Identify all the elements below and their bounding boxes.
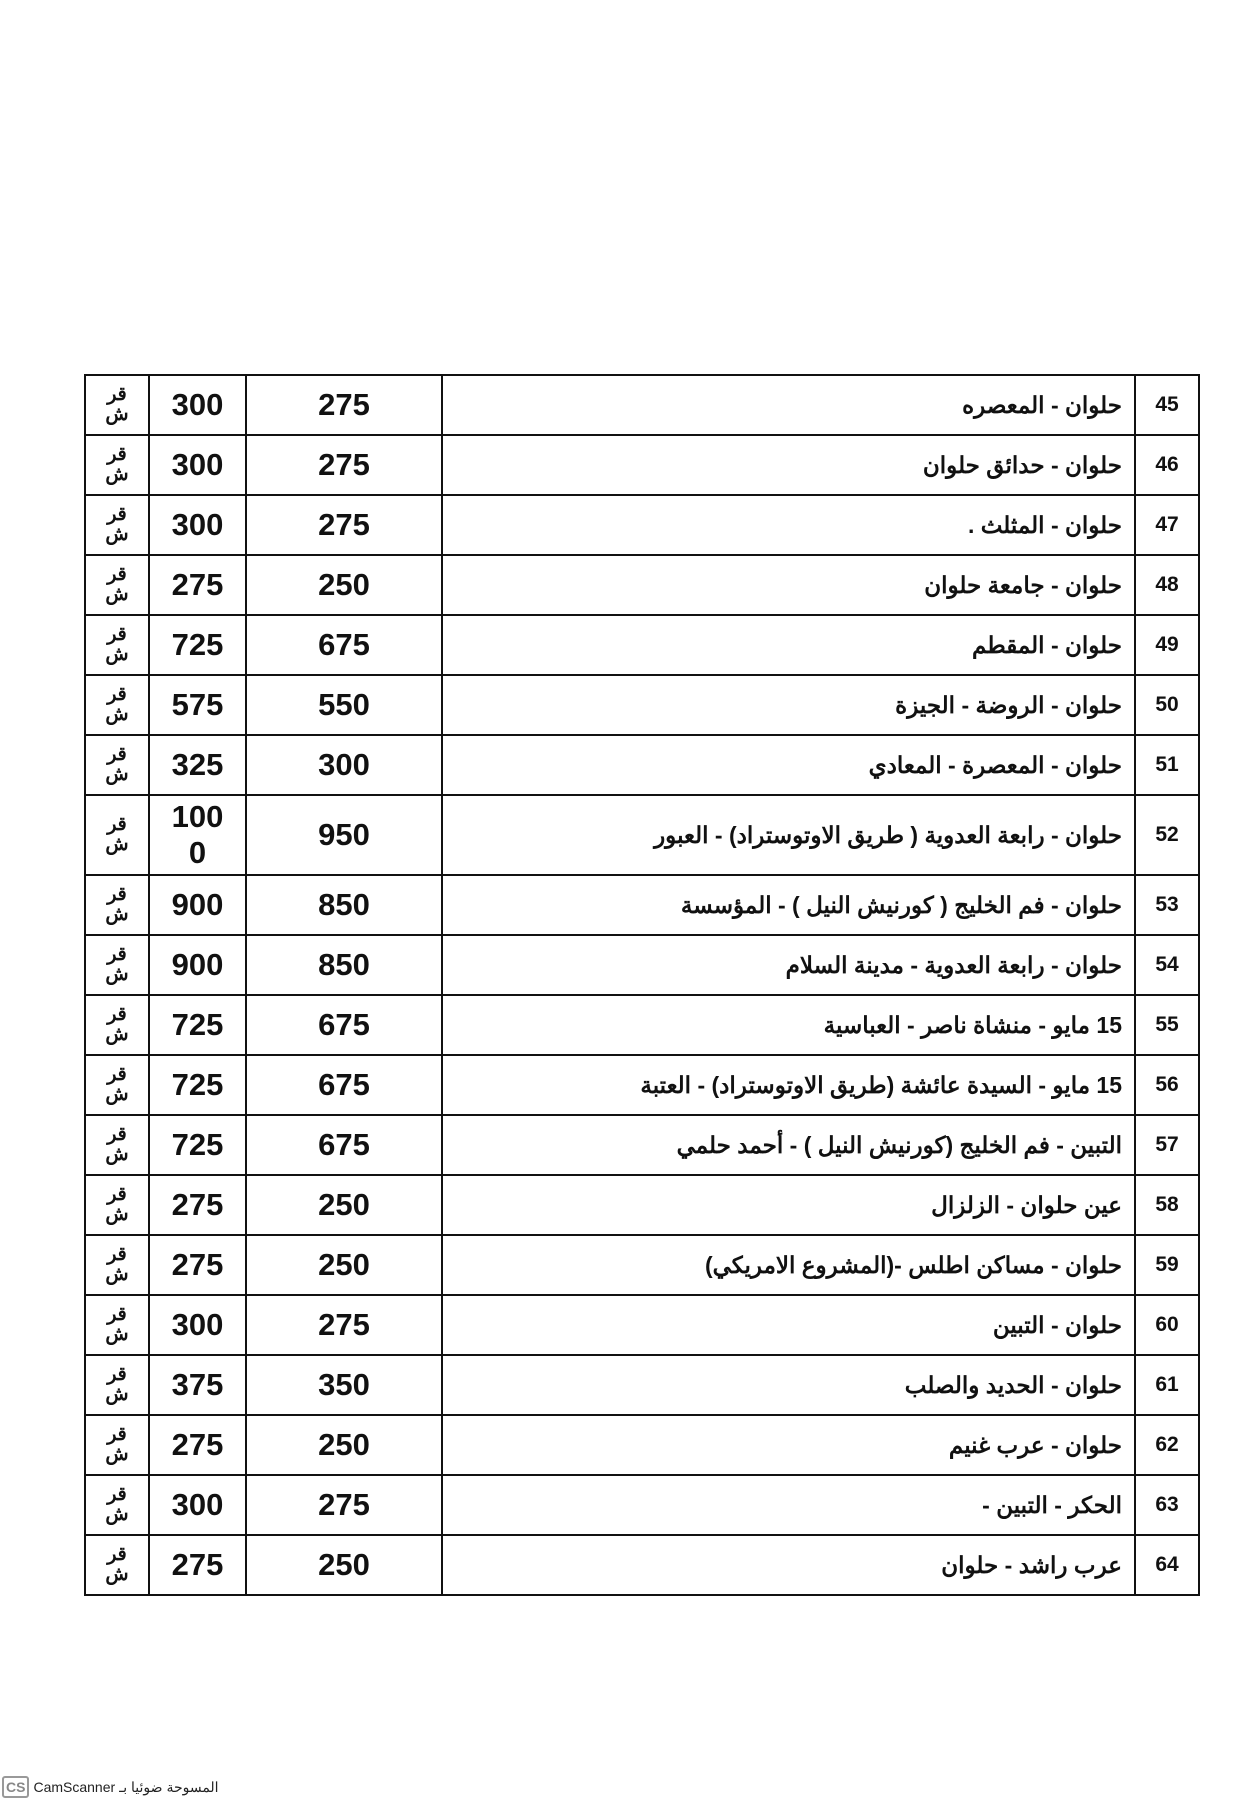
route-cell: الحكر - التبين - xyxy=(442,1475,1135,1535)
table-row xyxy=(85,1535,1199,1595)
row-number-cell: 56 xyxy=(1135,1055,1199,1115)
price-high: 300 xyxy=(171,1307,224,1342)
price-high: 1000 xyxy=(171,799,224,870)
unit-top: قر xyxy=(107,1544,127,1565)
row-number-cell: 63 xyxy=(1135,1475,1199,1535)
route-cell: حلوان - فم الخليج ( كورنيش النيل ) - المؤسسة xyxy=(442,875,1135,935)
currency-unit-cell xyxy=(85,935,149,995)
route-cell: حلوان - التبين xyxy=(442,1295,1135,1355)
unit-bottom: ش xyxy=(105,464,129,485)
watermark-brand: CamScanner xyxy=(33,1779,116,1795)
route-cell: عرب راشد - حلوان xyxy=(442,1535,1135,1595)
currency-unit-cell xyxy=(85,1235,149,1295)
price-high-cell xyxy=(149,675,246,735)
row-number-cell: 48 xyxy=(1135,555,1199,615)
row-number-cell: 49 xyxy=(1135,615,1199,675)
table-row xyxy=(85,1055,1199,1115)
route-cell: حلوان - مساكن اطلس -(المشروع الامريكي) xyxy=(442,1235,1135,1295)
price-high: 275 xyxy=(171,1187,224,1222)
unit-bottom: ش xyxy=(105,1504,129,1525)
currency-unit-cell xyxy=(85,675,149,735)
row-number-cell: 60 xyxy=(1135,1295,1199,1355)
row-number-cell: 61 xyxy=(1135,1355,1199,1415)
price-high: 300 xyxy=(171,1487,224,1522)
camscanner-watermark xyxy=(2,1776,219,1798)
unit-top: قر xyxy=(107,1484,127,1505)
price-low-cell: 250 xyxy=(246,1235,442,1295)
row-number-cell: 53 xyxy=(1135,875,1199,935)
unit-top: قر xyxy=(107,1304,127,1325)
currency-unit-cell xyxy=(85,495,149,555)
price-high: 375 xyxy=(171,1367,224,1402)
price-high-cell xyxy=(149,615,246,675)
route-cell: حلوان - حدائق حلوان xyxy=(442,435,1135,495)
unit-bottom: ش xyxy=(105,834,129,855)
currency-unit-cell xyxy=(85,875,149,935)
unit-top: قر xyxy=(107,1244,127,1265)
route-cell: حلوان - المعصره xyxy=(442,375,1135,435)
row-number-cell: 51 xyxy=(1135,735,1199,795)
price-low-cell: 300 xyxy=(246,735,442,795)
table-row xyxy=(85,935,1199,995)
table-row xyxy=(85,675,1199,735)
unit-bottom: ش xyxy=(105,1204,129,1225)
unit-top: قر xyxy=(107,624,127,645)
unit-top: قر xyxy=(107,814,127,835)
row-number-cell: 45 xyxy=(1135,375,1199,435)
row-number-cell: 59 xyxy=(1135,1235,1199,1295)
route-cell: حلوان - عرب غنيم xyxy=(442,1415,1135,1475)
price-high: 725 xyxy=(171,1067,224,1102)
price-high: 275 xyxy=(171,1427,224,1462)
price-high-cell xyxy=(149,935,246,995)
unit-top: قر xyxy=(107,744,127,765)
unit-top: قر xyxy=(107,384,127,405)
table-row xyxy=(85,555,1199,615)
price-low-cell: 250 xyxy=(246,1175,442,1235)
currency-unit-cell xyxy=(85,1415,149,1475)
price-high-cell xyxy=(149,1415,246,1475)
price-high-cell xyxy=(149,555,246,615)
price-low-cell: 250 xyxy=(246,1535,442,1595)
price-low-cell: 675 xyxy=(246,1115,442,1175)
table-row xyxy=(85,875,1199,935)
price-high-cell xyxy=(149,435,246,495)
price-low-cell: 275 xyxy=(246,1295,442,1355)
currency-unit-cell xyxy=(85,1355,149,1415)
price-high-cell xyxy=(149,1175,246,1235)
unit-bottom: ش xyxy=(105,1564,129,1585)
unit-bottom: ش xyxy=(105,1324,129,1345)
price-high: 725 xyxy=(171,1127,224,1162)
price-low-cell: 275 xyxy=(246,495,442,555)
price-high-cell xyxy=(149,1355,246,1415)
price-high: 275 xyxy=(171,567,224,602)
table-row xyxy=(85,1295,1199,1355)
route-cell: حلوان - رابعة العدوية - مدينة السلام xyxy=(442,935,1135,995)
currency-unit-cell xyxy=(85,735,149,795)
row-number-cell: 62 xyxy=(1135,1415,1199,1475)
price-high-cell xyxy=(149,1475,246,1535)
row-number-cell: 52 xyxy=(1135,795,1199,875)
currency-unit-cell xyxy=(85,795,149,875)
price-low-cell: 275 xyxy=(246,1475,442,1535)
table-row xyxy=(85,1235,1199,1295)
price-low-cell: 675 xyxy=(246,615,442,675)
route-cell: حلوان - جامعة حلوان xyxy=(442,555,1135,615)
price-low-cell: 850 xyxy=(246,935,442,995)
price-high-cell xyxy=(149,495,246,555)
currency-unit-cell xyxy=(85,1055,149,1115)
currency-unit-cell xyxy=(85,1115,149,1175)
route-cell: 15 مايو - السيدة عائشة (طريق الاوتوستراد) - العتبة xyxy=(442,1055,1135,1115)
row-number-cell: 46 xyxy=(1135,435,1199,495)
price-low-cell: 350 xyxy=(246,1355,442,1415)
currency-unit-cell xyxy=(85,435,149,495)
unit-top: قر xyxy=(107,1064,127,1085)
price-low-cell: 250 xyxy=(246,1415,442,1475)
unit-top: قر xyxy=(107,1004,127,1025)
table-row xyxy=(85,735,1199,795)
currency-unit-cell xyxy=(85,555,149,615)
route-cell: 15 مايو - منشاة ناصر - العباسية xyxy=(442,995,1135,1055)
price-high: 900 xyxy=(171,947,224,982)
price-high: 300 xyxy=(171,447,224,482)
unit-bottom: ش xyxy=(105,1444,129,1465)
table-row xyxy=(85,1475,1199,1535)
price-high: 725 xyxy=(171,1007,224,1042)
route-cell: حلوان - المثلث . xyxy=(442,495,1135,555)
row-number-cell: 47 xyxy=(1135,495,1199,555)
row-number-cell: 50 xyxy=(1135,675,1199,735)
currency-unit-cell xyxy=(85,995,149,1055)
row-number-cell: 64 xyxy=(1135,1535,1199,1595)
table-row xyxy=(85,435,1199,495)
price-low-cell: 675 xyxy=(246,995,442,1055)
currency-unit-cell xyxy=(85,1295,149,1355)
price-high-cell xyxy=(149,795,246,875)
table-row xyxy=(85,1355,1199,1415)
price-high-cell xyxy=(149,875,246,935)
price-high: 300 xyxy=(171,507,224,542)
price-high-cell xyxy=(149,1295,246,1355)
unit-top: قر xyxy=(107,1124,127,1145)
unit-bottom: ش xyxy=(105,1084,129,1105)
price-high-cell xyxy=(149,995,246,1055)
unit-top: قر xyxy=(107,884,127,905)
unit-bottom: ش xyxy=(105,1264,129,1285)
currency-unit-cell xyxy=(85,1475,149,1535)
table-row xyxy=(85,1175,1199,1235)
table-row xyxy=(85,495,1199,555)
row-number-cell: 57 xyxy=(1135,1115,1199,1175)
unit-bottom: ش xyxy=(105,904,129,925)
unit-bottom: ش xyxy=(105,764,129,785)
unit-top: قر xyxy=(107,504,127,525)
row-number-cell: 55 xyxy=(1135,995,1199,1055)
row-number-cell: 54 xyxy=(1135,935,1199,995)
price-low-cell: 275 xyxy=(246,435,442,495)
table-row xyxy=(85,795,1199,875)
unit-bottom: ش xyxy=(105,584,129,605)
table-row xyxy=(85,1115,1199,1175)
unit-top: قر xyxy=(107,944,127,965)
unit-top: قر xyxy=(107,1184,127,1205)
unit-top: قر xyxy=(107,444,127,465)
table-row xyxy=(85,615,1199,675)
unit-top: قر xyxy=(107,564,127,585)
route-cell: حلوان - رابعة العدوية ( طريق الاوتوستراد) - العبور xyxy=(442,795,1135,875)
route-cell: حلوان - الروضة - الجيزة xyxy=(442,675,1135,735)
price-high: 725 xyxy=(171,627,224,662)
price-low-cell: 850 xyxy=(246,875,442,935)
price-high-cell xyxy=(149,1055,246,1115)
price-high: 325 xyxy=(171,747,224,782)
camscanner-logo-icon: CS xyxy=(2,1776,29,1798)
price-high: 575 xyxy=(171,687,224,722)
table-row xyxy=(85,995,1199,1055)
price-high-cell xyxy=(149,735,246,795)
price-low-cell: 550 xyxy=(246,675,442,735)
unit-bottom: ش xyxy=(105,1024,129,1045)
route-cell: التبين - فم الخليج (كورنيش النيل ) - أحمد حلمي xyxy=(442,1115,1135,1175)
price-high: 275 xyxy=(171,1247,224,1282)
unit-top: قر xyxy=(107,1364,127,1385)
price-high: 300 xyxy=(171,387,224,422)
price-low-cell: 675 xyxy=(246,1055,442,1115)
unit-bottom: ش xyxy=(105,404,129,425)
watermark-arabic: المسوحة ضوئيا بـ xyxy=(119,1778,219,1795)
fare-table xyxy=(84,374,1200,1596)
unit-bottom: ش xyxy=(105,644,129,665)
unit-bottom: ش xyxy=(105,1144,129,1165)
price-high-cell xyxy=(149,375,246,435)
unit-bottom: ش xyxy=(105,964,129,985)
price-low-cell: 275 xyxy=(246,375,442,435)
unit-bottom: ش xyxy=(105,1384,129,1405)
price-high-cell xyxy=(149,1535,246,1595)
table-row xyxy=(85,1415,1199,1475)
unit-top: قر xyxy=(107,684,127,705)
currency-unit-cell xyxy=(85,1535,149,1595)
route-cell: حلوان - المعصرة - المعادي xyxy=(442,735,1135,795)
currency-unit-cell xyxy=(85,1175,149,1235)
price-high: 275 xyxy=(171,1547,224,1582)
price-high-cell xyxy=(149,1235,246,1295)
unit-bottom: ش xyxy=(105,524,129,545)
route-cell: عين حلوان - الزلزال xyxy=(442,1175,1135,1235)
route-cell: حلوان - المقطم xyxy=(442,615,1135,675)
table-row xyxy=(85,375,1199,435)
price-high-cell xyxy=(149,1115,246,1175)
currency-unit-cell xyxy=(85,615,149,675)
row-number-cell: 58 xyxy=(1135,1175,1199,1235)
unit-bottom: ش xyxy=(105,704,129,725)
price-low-cell: 950 xyxy=(246,795,442,875)
currency-unit-cell xyxy=(85,375,149,435)
unit-top: قر xyxy=(107,1424,127,1445)
route-cell: حلوان - الحديد والصلب xyxy=(442,1355,1135,1415)
price-high: 900 xyxy=(171,887,224,922)
price-low-cell: 250 xyxy=(246,555,442,615)
